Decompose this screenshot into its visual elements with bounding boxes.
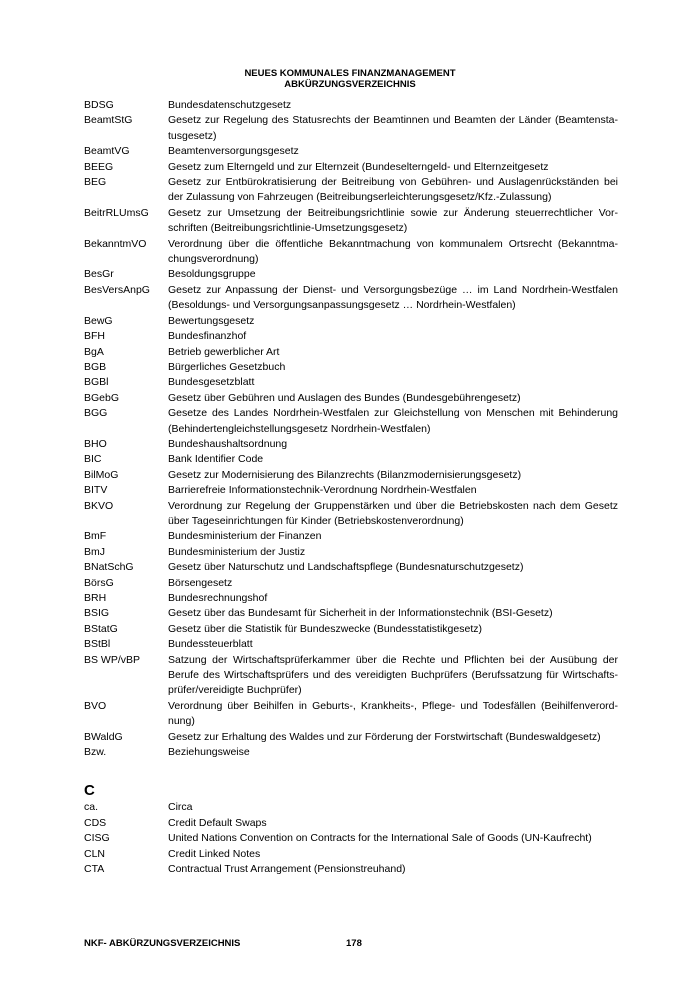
list-item (84, 591, 618, 606)
definition: Gesetz über die Statistik für Bundeszwecke (Bundesstatistikgesetz) (168, 622, 482, 635)
list-item (84, 160, 618, 175)
page-number: 178 (346, 938, 362, 949)
list-item (84, 483, 618, 498)
definition: Barrierefreie Informationstechnik-Verordnung Nordrhein-Westfalen (168, 484, 477, 497)
list-item (84, 144, 618, 159)
abbreviation: BmJ (84, 545, 105, 558)
footer-title: NKF- ABKÜRZUNGSVERZEICHNIS (84, 938, 241, 949)
list-item (84, 800, 618, 815)
abbreviation: BKVO (84, 499, 114, 512)
list-item (84, 375, 618, 390)
abbreviation: Bzw. (84, 746, 107, 759)
list-item (84, 237, 618, 268)
abbreviation: BFH (84, 330, 105, 343)
abbreviation: BStBl (84, 638, 111, 651)
definition: Bank Identifier Code (168, 453, 264, 466)
list-item (84, 175, 618, 206)
abbreviation: BGG (84, 407, 108, 420)
abbreviation: BEG (84, 176, 107, 189)
list-item (84, 637, 618, 652)
abbreviation: BVO (84, 699, 107, 712)
abbreviation: BesVersAnpG (84, 283, 150, 296)
definition: United Nations Convention on Contracts for the International Sale of Goods (UN-Kaufrecht) (168, 832, 592, 845)
header-title: NEUES KOMMUNALES FINANZMANAGEMENT (244, 68, 456, 79)
list-item (84, 699, 618, 730)
abbreviation: BekanntmVO (84, 237, 147, 250)
list-item (84, 730, 618, 745)
list-item (84, 831, 618, 846)
abbreviation: BDSG (84, 99, 114, 111)
abbreviation: BewG (84, 314, 113, 327)
definition: Gesetz über Gebühren und Auslagen des Bundes (Bundesgebührengesetz) (168, 391, 521, 404)
section-letter-c: C (84, 782, 95, 800)
list-item (84, 545, 618, 560)
abbreviation: BGebG (84, 391, 120, 404)
definition: Bundessteuerblatt (168, 638, 253, 651)
abbreviation: CTA (84, 863, 105, 876)
definition: Bundesrechnungshof (168, 592, 268, 604)
definition: Verordnung über die öffentliche Bekanntmachung von kommunalem Ortsrecht (Bekanntma-chungsverordnung) (168, 237, 618, 266)
definition: Gesetz zur Regelung des Statusrechts der Beamtinnen und Beamten der Länder (Beamtensta-tusgesetz) (168, 114, 618, 142)
header-subtitle: ABKÜRZUNGSVERZEICHNIS (284, 79, 416, 90)
list-item (84, 606, 618, 621)
list-item (84, 391, 618, 406)
list-item (84, 816, 618, 831)
definition: Gesetze des Landes Nordrhein-Westfalen zur Gleichstellung von Menschen mit Behinderung (Behindertengleichstellungsgesetz Nordrhein-Westfalen) (168, 407, 618, 435)
definition: Bundesdatenschutzgesetz (168, 99, 292, 111)
definition: Betrieb gewerblicher Art (168, 345, 280, 358)
abbreviation-list (84, 98, 618, 878)
definition: Gesetz zur Anpassung der Dienst- und Versorgungsbezüge … im Land Nordrhein-Westfalen (Besoldungs- und Versorgungsanpassungsgesetz … Nordrhein-Westfalen) (168, 283, 618, 312)
definition: Bundesministerium der Finanzen (168, 530, 322, 543)
definition: Gesetz über Naturschutz und Landschaftspflege (Bundesnaturschutzgesetz) (168, 561, 524, 574)
abbreviation: BesGr (84, 268, 114, 281)
definition: Bundesfinanzhof (168, 330, 247, 343)
definition: Gesetz über das Bundesamt für Sicherheit in der Informationstechnik (BSI-Gesetz) (168, 607, 553, 620)
list-item (84, 283, 618, 314)
list-item (84, 468, 618, 483)
definition: Gesetz zum Elterngeld und zur Elternzeit (Bundeselterngeld- und Elternzeitgesetz (168, 160, 549, 173)
list-item (84, 98, 618, 113)
definition: Gesetz zur Entbürokratisierung der Beitreibung von Gebühren- und Auslagenrückständen bei der Zulassung von Fahrzeugen (Beitreibungserleichterungsgesetz/Kfz.-Zulassung) (168, 176, 618, 204)
definition: Besoldungsgruppe (168, 268, 256, 281)
list-item (84, 499, 618, 530)
abbreviation: BNatSchG (84, 561, 134, 574)
list-item (84, 314, 618, 329)
definition: Gesetz zur Umsetzung der Beitreibungsrichtlinie sowie zur Änderung steuerrechtlicher Vor-schriften (Beitreibungsrichtlinie-Umsetzungsgesetz) (168, 206, 618, 235)
abbreviation: BGB (84, 360, 107, 373)
definition: Bundesministerium der Justiz (168, 545, 306, 558)
abbreviation: BITV (84, 484, 108, 497)
list-item (84, 622, 618, 637)
definition: Beamtenversorgungsgesetz (168, 145, 299, 158)
list-item (84, 653, 618, 699)
definition: Contractual Trust Arrangement (Pensionstreuhand) (168, 863, 406, 876)
abbreviation: BeitrRLUmsG (84, 206, 149, 219)
list-item (84, 360, 618, 375)
list-item (84, 329, 618, 344)
definition: Credit Default Swaps (168, 816, 267, 829)
list-item (84, 847, 618, 862)
abbreviation: BGBl (84, 376, 109, 389)
page-header (0, 68, 700, 90)
definition: Börsengesetz (168, 576, 233, 589)
section-b-entries (84, 98, 618, 760)
abbreviation: BRH (84, 592, 107, 604)
list-item (84, 267, 618, 282)
abbreviation: BHO (84, 437, 107, 450)
list-item (84, 113, 618, 144)
definition: Gesetz zur Modernisierung des Bilanzrechts (Bilanzmodernisierungsgesetz) (168, 468, 522, 481)
abbreviation: ca. (84, 801, 99, 814)
abbreviation: BEEG (84, 160, 114, 173)
definition: Gesetz zur Erhaltung des Waldes und zur Förderung der Forstwirtschaft (Bundeswaldgesetz) (168, 730, 601, 743)
abbreviation: BgA (84, 345, 104, 358)
list-item (84, 560, 618, 575)
definition: Satzung der Wirtschaftsprüferkammer über die Rechte und Pflichten bei der Ausübung der Berufe des Wirtschaftsprüfers und des vereidigten Buchprüfers (Berufssatzung für Wirtschafts-prüfer/vereidigte Buchprüfer) (168, 653, 618, 697)
list-item (84, 529, 618, 544)
list-item (84, 576, 618, 591)
abbreviation: CDS (84, 816, 107, 829)
list-item (84, 862, 618, 877)
abbreviation: BIC (84, 453, 102, 466)
definition: Beziehungsweise (168, 746, 250, 759)
list-item (84, 745, 618, 760)
definition: Verordnung zur Regelung der Gruppenstärken und über die Betriebskosten nach dem Gesetz über Tageseinrichtungen für Kinder (Betriebskostenverordnung) (168, 499, 618, 527)
abbreviation: BeamtVG (84, 145, 130, 158)
section-c-entries (84, 800, 618, 877)
abbreviation: BWaldG (84, 730, 123, 743)
abbreviation: BmF (84, 530, 107, 543)
list-item (84, 437, 618, 452)
abbreviation: BSIG (84, 607, 110, 620)
definition: Bundesgesetzblatt (168, 376, 255, 389)
abbreviation: CLN (84, 847, 106, 860)
definition: Credit Linked Notes (168, 847, 261, 860)
list-item (84, 406, 618, 437)
list-item (84, 345, 618, 360)
definition: Bewertungsgesetz (168, 314, 255, 327)
abbreviation: BeamtStG (84, 114, 133, 127)
abbreviation: BStatG (84, 622, 118, 635)
list-item (84, 452, 618, 467)
definition: Circa (168, 801, 193, 814)
definition: Bürgerliches Gesetzbuch (168, 360, 286, 373)
abbreviation: BilMoG (84, 468, 119, 481)
abbreviation: CISG (84, 832, 110, 845)
abbreviation: BörsG (84, 576, 114, 589)
abbreviation: BS WP/vBP (84, 653, 141, 666)
definition: Verordnung über Beihilfen in Geburts-, Krankheits-, Pflege- und Todesfällen (Beihilfenverord-nung) (168, 699, 618, 728)
definition: Bundeshaushaltsordnung (168, 437, 288, 450)
list-item (84, 206, 618, 237)
